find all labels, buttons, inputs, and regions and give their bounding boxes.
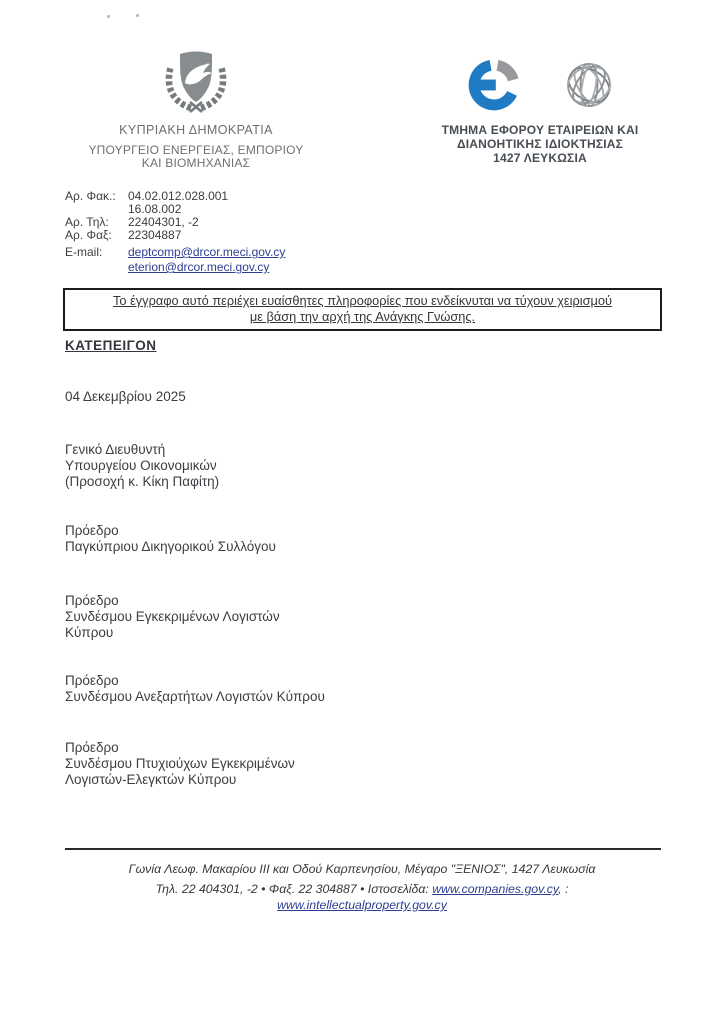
recipient-group-graduate-auditors	[65, 740, 485, 788]
email-label: E-mail:	[65, 245, 103, 259]
phone-label: Αρ. Τηλ:	[65, 215, 109, 229]
department-name-line1: ΤΜΗΜΑ ΕΦΟΡΟΥ ΕΤΑΙΡΕΙΩΝ ΚΑΙ	[441, 123, 639, 137]
reference-block	[65, 190, 385, 275]
footer-contact-text: Τηλ. 22 404301, -2 • Φαξ. 22 304887 • Ιστοσελίδα:	[155, 882, 433, 896]
intellectual-property-globe-logo-icon	[562, 58, 616, 112]
recipient-group-bar-association	[65, 523, 485, 555]
page-footer	[40, 861, 684, 913]
department-logos	[418, 56, 662, 114]
letter-date: 04 Δεκεμβρίου 2025	[65, 389, 186, 404]
scan-speck	[107, 15, 110, 18]
notice-line1: Το έγγραφο αυτό περιέχει ευαίσθητες πληροφορίες που ενδείκνυται να τύχουν χειρισμού	[113, 293, 612, 308]
recipient-line: Λογιστών-Ελεγκτών Κύπρου	[65, 772, 237, 787]
sensitivity-notice-box	[63, 288, 662, 331]
department-name-line2: ΔΙΑΝΟΗΤΙΚΗΣ ΙΔΙΟΚΤΗΣΙΑΣ	[456, 137, 624, 151]
companies-website-link[interactable]: www.companies.gov.cy	[432, 882, 559, 896]
recipient-line: Υπουργείου Οικονομικών	[65, 458, 217, 473]
recipient-line: Συνδέσμου Ανεξαρτήτων Λογιστών Κύπρου	[65, 689, 325, 704]
recipient-line: Πρόεδρο	[65, 740, 119, 755]
recipient-line: Πρόεδρο	[65, 673, 119, 688]
footer-contact-suffix: , :	[558, 882, 569, 896]
recipient-line: Γενικό Διευθυντή	[65, 442, 166, 457]
recipient-group-certified-accountants	[65, 593, 485, 641]
file-number-row	[65, 190, 385, 203]
department-postcode: 1427 ΛΕΥΚΩΣΙΑ	[493, 151, 587, 165]
fax-label: Αρ. Φαξ:	[65, 228, 112, 242]
email-link-eterion[interactable]: eterion@drcor.meci.gov.cy	[128, 260, 270, 274]
recipient-line: (Προσοχή κ. Κίκη Παφίτη)	[65, 474, 220, 489]
footer-divider	[65, 848, 661, 850]
file-number-row-2	[65, 203, 385, 216]
republic-header	[40, 50, 352, 170]
recipient-group-finance-ministry	[65, 442, 485, 490]
recipient-line: Πρόεδρο	[65, 523, 119, 538]
urgency-label: ΚΑΤΕΠΕΙΓΟΝ	[65, 338, 157, 353]
email-link-deptcomp[interactable]: deptcomp@drcor.meci.gov.cy	[128, 245, 286, 259]
department-header	[418, 56, 662, 165]
footer-address: Γωνία Λεωφ. Μακαρίου III και Οδού Καρπενησίου, Μέγαρο "ΞΕΝΙΟΣ", 1427 Λευκωσία	[128, 862, 596, 876]
fax-value: 22304887	[128, 228, 182, 242]
notice-line2: με βάση την αρχή της Ανάγκης Γνώσης.	[249, 308, 476, 324]
fax-row	[65, 229, 385, 242]
footer-contact	[40, 882, 684, 897]
recipient-group-independent-accountants	[65, 673, 485, 705]
file-number-value: 04.02.012.028.001	[128, 189, 229, 203]
phone-row	[65, 216, 385, 229]
recipient-line: Κύπρου	[65, 625, 114, 640]
scan-speck	[136, 14, 139, 17]
file-number-value-2: 16.08.002	[128, 202, 182, 216]
phone-value: 22404301, -2	[128, 215, 199, 229]
intellectual-property-website-link[interactable]: www.intellectualproperty.gov.cy	[277, 898, 447, 912]
recipient-line: Παγκύπριου Δικηγορικού Συλλόγου	[65, 539, 276, 554]
recipient-line: Πρόεδρο	[65, 593, 119, 608]
cyprus-coat-of-arms-icon	[158, 50, 234, 114]
country-name: ΚΥΠΡΙΑΚΗ ΔΗΜΟΚΡΑΤΙΑ	[119, 123, 273, 137]
recipient-line: Συνδέσμου Εγκεκριμένων Λογιστών	[65, 609, 280, 624]
ministry-name-line1: ΥΠΟΥΡΓΕΙΟ ΕΝΕΡΓΕΙΑΣ, ΕΜΠΟΡΙΟΥ	[88, 143, 304, 157]
email-row-2	[65, 260, 385, 275]
file-number-label: Αρ. Φακ.:	[65, 189, 116, 203]
email-row	[65, 245, 385, 260]
companies-registrar-logo-icon	[464, 56, 524, 114]
ministry-name-line2: ΚΑΙ ΒΙΟΜΗΧΑΝΙΑΣ	[141, 156, 251, 170]
recipient-line: Συνδέσμου Πτυχιούχων Εγκεκριμένων	[65, 756, 295, 771]
